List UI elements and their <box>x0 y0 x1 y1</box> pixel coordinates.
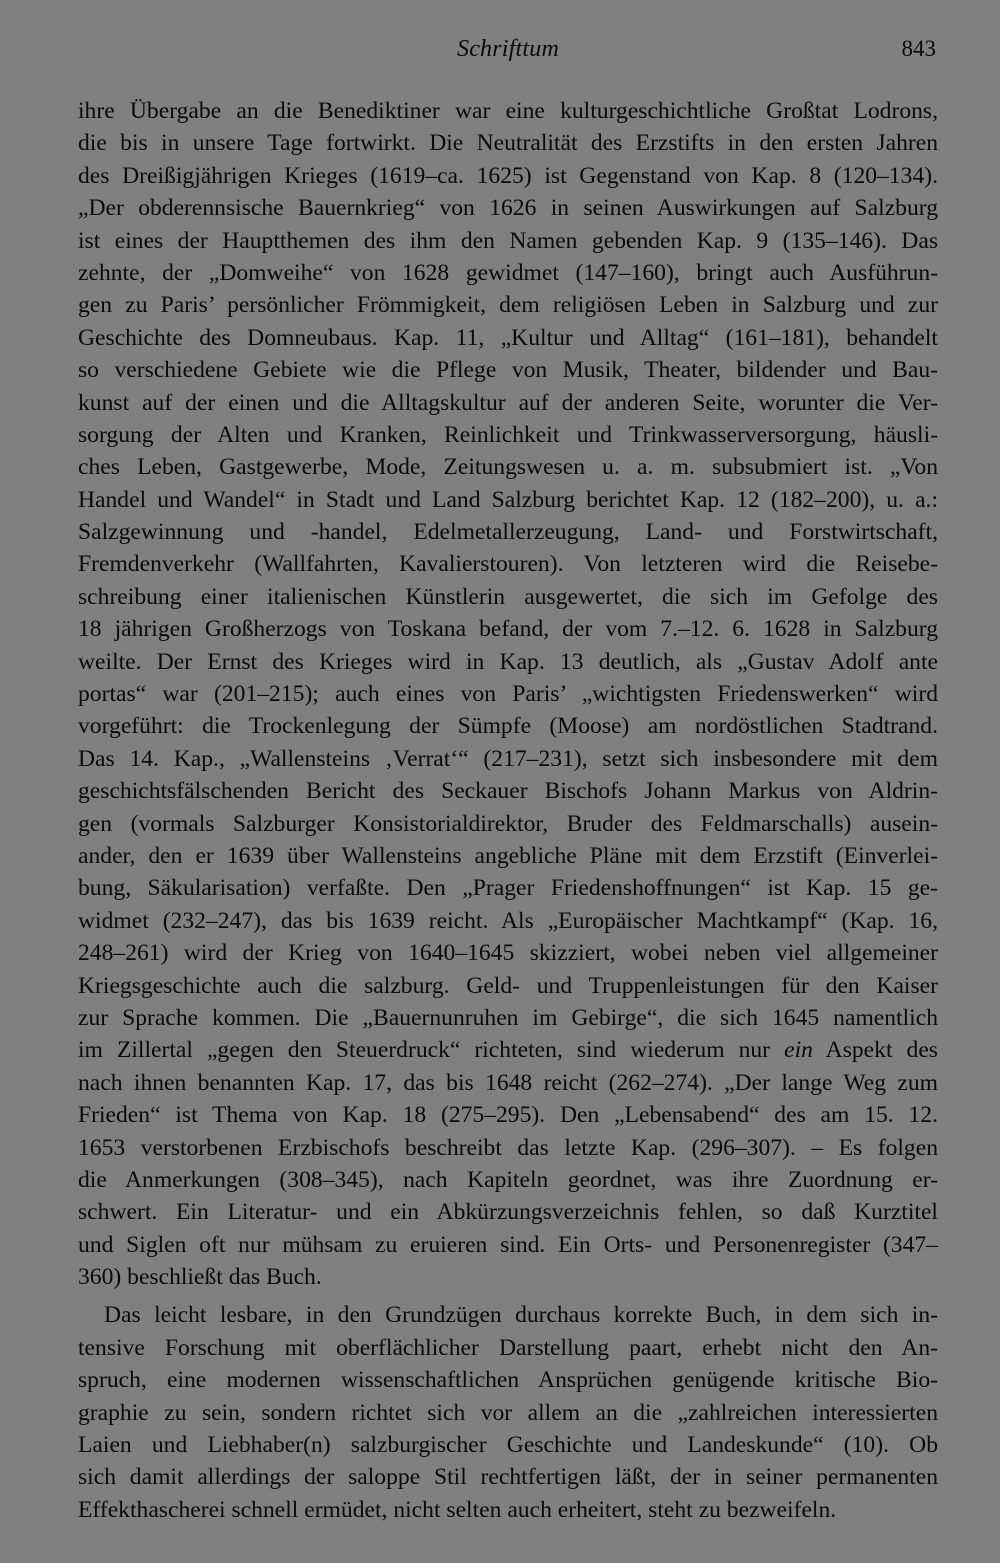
text-line: Fremdenverkehr (Wallfahrten, Kavalierstouren). Von letzteren wird die Reisebe- <box>78 551 938 578</box>
text-line <box>78 1034 938 1066</box>
text-line: kunst auf der einen und die Alltagskultur auf der anderen Seite, worunter die Ver- <box>78 389 938 416</box>
text-line: Das leicht lesbare, in den Grundzügen durchaus korrekte Buch, in dem sich in- <box>104 1302 938 1329</box>
text-line: portas“ war (201–215); auch eines von Paris’ „wichtigsten Friedenswerken“ wird <box>78 681 938 708</box>
text-line: Effekthascherei schnell ermüdet, nicht selten auch erheitert, steht zu bezweifeln. <box>78 1496 837 1523</box>
text-line: spruch, eine modernen wissenschaftlichen Ansprüchen genügende kritische Bio- <box>78 1367 938 1394</box>
text-line: zur Sprache kommen. Die „Bauernunruhen im Gebirge“, die sich 1645 namentlich <box>78 1004 938 1031</box>
text-line: sich damit allerdings der saloppe Stil rechtfertigen läßt, der in seiner permanenten <box>78 1464 938 1491</box>
text-line: gen (vormals Salzburger Konsistorialdirektor, Bruder des Feldmarschalls) ausein- <box>78 810 938 837</box>
text-line: graphie zu sein, sondern richtet sich vor allem an die „zahlreichen interessierten <box>78 1399 938 1426</box>
text-line: so verschiedene Gebiete wie die Pflege von Musik, Theater, bildender und Bau- <box>78 357 938 384</box>
text-run: Aspekt des <box>825 1037 938 1064</box>
text-line: gen zu Paris’ persönlicher Frömmigkeit, dem religiösen Leben in Salzburg und zur <box>78 292 938 319</box>
text-line: Handel und Wandel“ in Stadt und Land Salzburg berichtet Kap. 12 (182–200), u. a.: <box>78 486 938 513</box>
text-line: des Dreißigjährigen Krieges (1619–ca. 1625) ist Gegenstand von Kap. 8 (120–134). <box>78 162 938 189</box>
text-line: Laien und Liebhaber(n) salzburgischer Geschichte und Landeskunde“ (10). Ob <box>78 1432 938 1459</box>
text-line: ihre Übergabe an die Benediktiner war eine kulturgeschichtliche Großtat Lodrons, <box>78 98 938 124</box>
text-line: „Der obderennsische Bauernkrieg“ von 1626 in seinen Auswirkungen auf Salzburg <box>78 195 938 222</box>
text-line: ander, den er 1639 über Wallensteins angebliche Pläne mit dem Erzstift (Einverlei- <box>78 842 938 869</box>
text-line: weilte. Der Ernst des Krieges wird in Kap. 13 deutlich, als „Gustav Adolf ante <box>78 648 938 675</box>
text-line: 1653 verstorbenen Erzbischofs beschreibt das letzte Kap. (296–307). – Es folgen <box>78 1134 938 1161</box>
text-line: Salzgewinnung und -handel, Edelmetallerzeugung, Land- und Forstwirtschaft, <box>78 519 938 546</box>
text-line: geschichtsfälschenden Bericht des Seckauer Bischofs Johann Markus von Aldrin- <box>78 778 938 805</box>
text-line: und Siglen oft nur mühsam zu eruieren sind. Ein Orts- und Personenregister (347– <box>78 1231 938 1258</box>
text-line: Das 14. Kap., „Wallensteins ‚Verrat‘“ (217–231), setzt sich insbesondere mit dem <box>78 745 938 772</box>
text-line: tensive Forschung mit oberflächlicher Darstellung paart, erhebt nicht den An- <box>78 1334 938 1361</box>
body-text <box>78 95 938 1526</box>
text-line: Geschichte des Domneubaus. Kap. 11, „Kultur und Alltag“ (161–181), behandelt <box>78 324 938 351</box>
text-run: im Zillertal „gegen den Steuerdruck“ richteten, sind wiederum nur <box>78 1037 771 1064</box>
text-line: zehnte, der „Domweihe“ von 1628 gewidmet (147–160), bringt auch Ausführun- <box>78 259 938 286</box>
text-line: 360) beschließt das Buch. <box>78 1264 322 1291</box>
text-line: die Anmerkungen (308–345), nach Kapiteln geordnet, was ihre Zuordnung er- <box>78 1166 938 1193</box>
text-line: sorgung der Alten und Kranken, Reinlichkeit und Trinkwasserversorgung, häusli- <box>78 421 938 448</box>
paragraph <box>78 1299 938 1526</box>
text-line: ches Leben, Gastgewerbe, Mode, Zeitungswesen u. a. m. subsubmiert ist. „Von <box>78 454 938 481</box>
text-line: bung, Säkularisation) verfaßte. Den „Prager Friedenshoffnungen“ ist Kap. 15 ge- <box>78 875 938 902</box>
text-line: 18 jährigen Großherzogs von Toskana befand, der vom 7.–12. 6. 1628 in Salzburg <box>78 616 938 643</box>
text-line: die bis in unsere Tage fortwirkt. Die Neutralität des Erzstifts in den ersten Jahren <box>78 130 938 157</box>
text-line: widmet (232–247), das bis 1639 reicht. Als „Europäischer Machtkampf“ (Kap. 16, <box>78 907 938 934</box>
emphasis: ein <box>784 1037 813 1064</box>
text-line: schreibung einer italienischen Künstlerin ausgewertet, die sich im Gefolge des <box>78 583 938 610</box>
running-title: Schrifttum <box>457 36 559 62</box>
page-number: 843 <box>901 36 936 61</box>
running-head <box>78 36 938 70</box>
text-line: Frieden“ ist Thema von Kap. 18 (275–295). Den „Lebensabend“ des am 15. 12. <box>78 1102 938 1129</box>
text-line: Kriegsgeschichte auch die salzburg. Geld- und Truppenleistungen für den Kaiser <box>78 972 938 999</box>
text-line: 248–261) wird der Krieg von 1640–1645 skizziert, wobei neben viel allgemeiner <box>78 940 938 967</box>
paragraph <box>78 95 938 1293</box>
text-line: schwert. Ein Literatur- und ein Abkürzungsverzeichnis fehlen, so daß Kurztitel <box>78 1199 938 1226</box>
text-line: nach ihnen benannten Kap. 17, das bis 1648 reicht (262–274). „Der lange Weg zum <box>78 1069 938 1096</box>
text-line: vorgeführt: die Trockenlegung der Sümpfe (Moose) am nordöstlichen Stadtrand. <box>78 713 938 740</box>
text-line: ist eines der Hauptthemen des ihm den Namen gebenden Kap. 9 (135–146). Das <box>78 227 938 254</box>
